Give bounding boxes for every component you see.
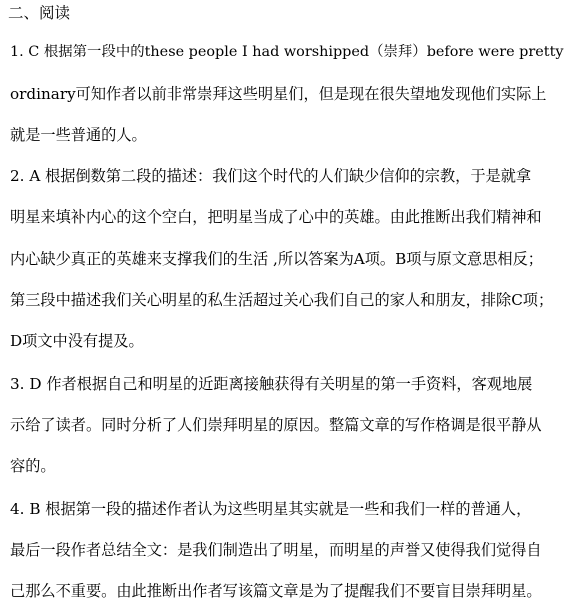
- answer-1-line-2: ordinary可知作者以前非常崇拜这些明星们，但是现在很失望地发现他们实际上: [10, 85, 547, 103]
- answer-1-line-1: 1. C 根据第一段中的these people I had worshipped（崇拜）before were pretty: [10, 44, 564, 60]
- answer-2-line-3: 内心缺少真正的英雄来支撑我们的生活 ,所以答案为A项。B项与原文意思相反；: [10, 250, 543, 268]
- answer-4-line-2: 最后一段作者总结全文：是我们制造出了明星，而明星的声誉又使得我们觉得自: [10, 541, 542, 559]
- section-title: 二、阅读: [8, 4, 71, 22]
- answer-4-line-1: 4. B 根据第一段的描述作者认为这些明星其实就是一些和我们一样的普通人，: [10, 500, 532, 518]
- answer-3-line-3: 容的。: [10, 457, 56, 475]
- answer-2-line-2: 明星来填补内心的这个空白，把明星当成了心中的英雄。由此推断出我们精神和: [10, 208, 542, 226]
- answer-3-line-2: 示给了读者。同时分析了人们崇拜明星的原因。整篇文章的写作格调是很平静从: [10, 416, 542, 434]
- answer-4-line-3: 己那么不重要。由此推断出作者写该篇文章是为了提醒我们不要盲目崇拜明星。: [10, 582, 542, 600]
- answer-2-line-1: 2. A 根据倒数第二段的描述：我们这个时代的人们缺少信仰的宗教，于是就拿: [10, 167, 532, 185]
- answer-1-line-3: 就是一些普通的人。: [10, 126, 147, 144]
- answer-3-line-1: 3. D 作者根据自己和明星的近距离接触获得有关明星的第一手资料，客观地展: [10, 375, 533, 393]
- answer-2-line-5: D项文中没有提及。: [10, 332, 144, 350]
- answer-2-line-4: 第三段中描述我们关心明星的私生活超过关心我们自己的家人和朋友，排除C项；: [10, 291, 554, 309]
